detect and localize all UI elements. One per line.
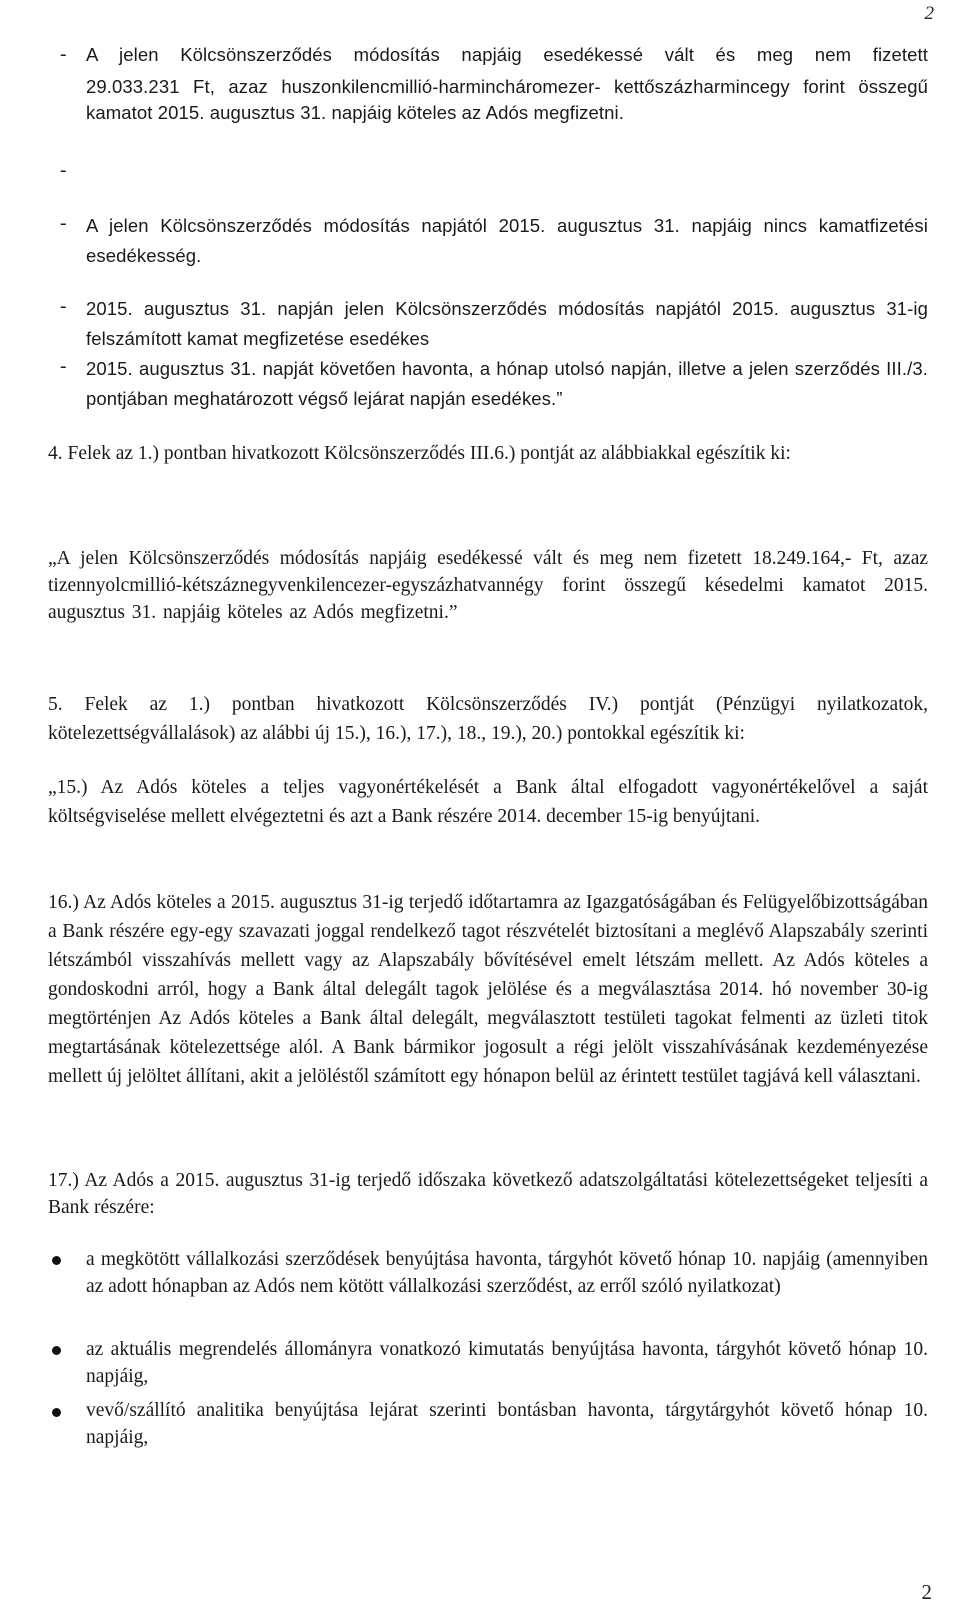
bullet-icon — [52, 1346, 61, 1355]
page-number-bottom: 2 — [921, 1580, 932, 1604]
list-item: az aktuális megrendelés állományra vonatkozó kimutatás benyújtása havonta, tárgyhót követő hónap 10. napjáig, — [86, 1339, 928, 1387]
paragraph-15: „15.) Az Adós köteles a teljes vagyonértékelését a Bank által elfogadott vagyonértékelővel a saját költségviselése mellett elvégeztetni és azt a Bank részére 2014. december 15-ig benyújtani. — [48, 777, 928, 827]
dash-marker: - — [60, 213, 67, 234]
bullet-icon — [52, 1408, 61, 1417]
dash-item-text: 29.033.231 Ft, azaz huszonkilencmillió-harmincháromezer- kettőszázharmincegy forint összegű kamatot 2015. augusztus 31. napjáig köteles az Adós megfizetni. — [86, 76, 928, 123]
dash-item-text: 2015. augusztus 31. napját követően havonta, a hónap utolsó napján, illetve a jelen szerződés III./3. pontjában meghatározott végső lejárat napján esedékes.” — [86, 358, 928, 409]
dash-marker: - — [60, 44, 67, 65]
bullet-icon — [52, 1256, 61, 1265]
section-4-heading: 4. Felek az 1.) pontban hivatkozott Kölcsönszerződés III.6.) pontját az alábbiakkal egészítik ki: — [48, 443, 791, 464]
list-item: a megkötött vállalkozási szerződések benyújtása havonta, tárgyhót követő hónap 10. napjáig (amennyiben az adott hónapban az Adós nem kötött vállalkozási szerződést, az erről szóló nyilatkozat) — [86, 1249, 928, 1297]
dash-marker: - — [60, 356, 67, 377]
dash-item-text: A jelen Kölcsönszerződés módosítás napjától 2015. augusztus 31. napjáig nincs kamatfizetési esedékesség. — [86, 215, 928, 266]
page-number-top: 2 — [924, 3, 934, 24]
list-item: vevő/szállító analitika benyújtása lejárat szerinti bontásban havonta, tárgytárgyhót követő hónap 10. napjáig, — [86, 1400, 928, 1448]
paragraph-16: 16.) Az Adós köteles a 2015. augusztus 31-ig terjedő időtartamra az Igazgatóságában és Felügyelőbizottságában a Bank részére egy-egy szavazati joggal rendelkező tagot részvételét biztosítani a meglévő Alapszabály szerinti létszámból visszahívás mellett vagy az Alapszabály bővítésével emelt létszám mellett. Az Adós köteles a gondoskodni arról, hogy a Bank által delegált tagok jelölése és a megválasztása 2014. hó november 30-ig megtörténjen Az Adós köteles a Bank által delegált, megválasztott testületi tagokat felmenti az üzleti titok megtartásának kötelezettsége alól. A Bank bármikor jogosult a régi jelölt visszahívásának kezdeményezése mellett új jelöltet állítani, akit a jelöléstől számított egy hónapon belül az érintett testület tagjává kell választani. — [48, 892, 928, 1087]
section-4-quote: „A jelen Kölcsönszerződés módosítás napjáig esedékessé vált és meg nem fizetett 18.249.164,- Ft, azaz tizennyolcmillió-kétszáznegyvenkilencezer-egyszázhatvannégy forint összegű késedelmi kamatot 2015. augusztus 31. napjáig köteles az Adós megfizetni.” — [48, 548, 928, 623]
section-5-heading: 5. Felek az 1.) pontban hivatkozott Kölcsönszerződés IV.) pontját (Pénzügyi nyilatkozatok, kötelezettségvállalások) az alábbi új 15.), 16.), 17.), 18., 19.), 20.) pontokkal egészítik ki: — [48, 694, 928, 744]
dash-marker: - — [60, 296, 67, 317]
dash-item-text-line1: A jelen Kölcsönszerződés módosítás napjáig esedékessé vált és meg nem fizetett — [86, 44, 928, 65]
paragraph-17: 17.) Az Adós a 2015. augusztus 31-ig terjedő időszaka következő adatszolgáltatási kötelezettségeket teljesíti a Bank részére: — [48, 1170, 928, 1218]
dash-marker-empty: - — [60, 160, 67, 181]
dash-item-text: 2015. augusztus 31. napján jelen Kölcsönszerződés módosítás napjától 2015. augusztus 31-ig felszámított kamat megfizetése esedékes — [86, 298, 928, 349]
